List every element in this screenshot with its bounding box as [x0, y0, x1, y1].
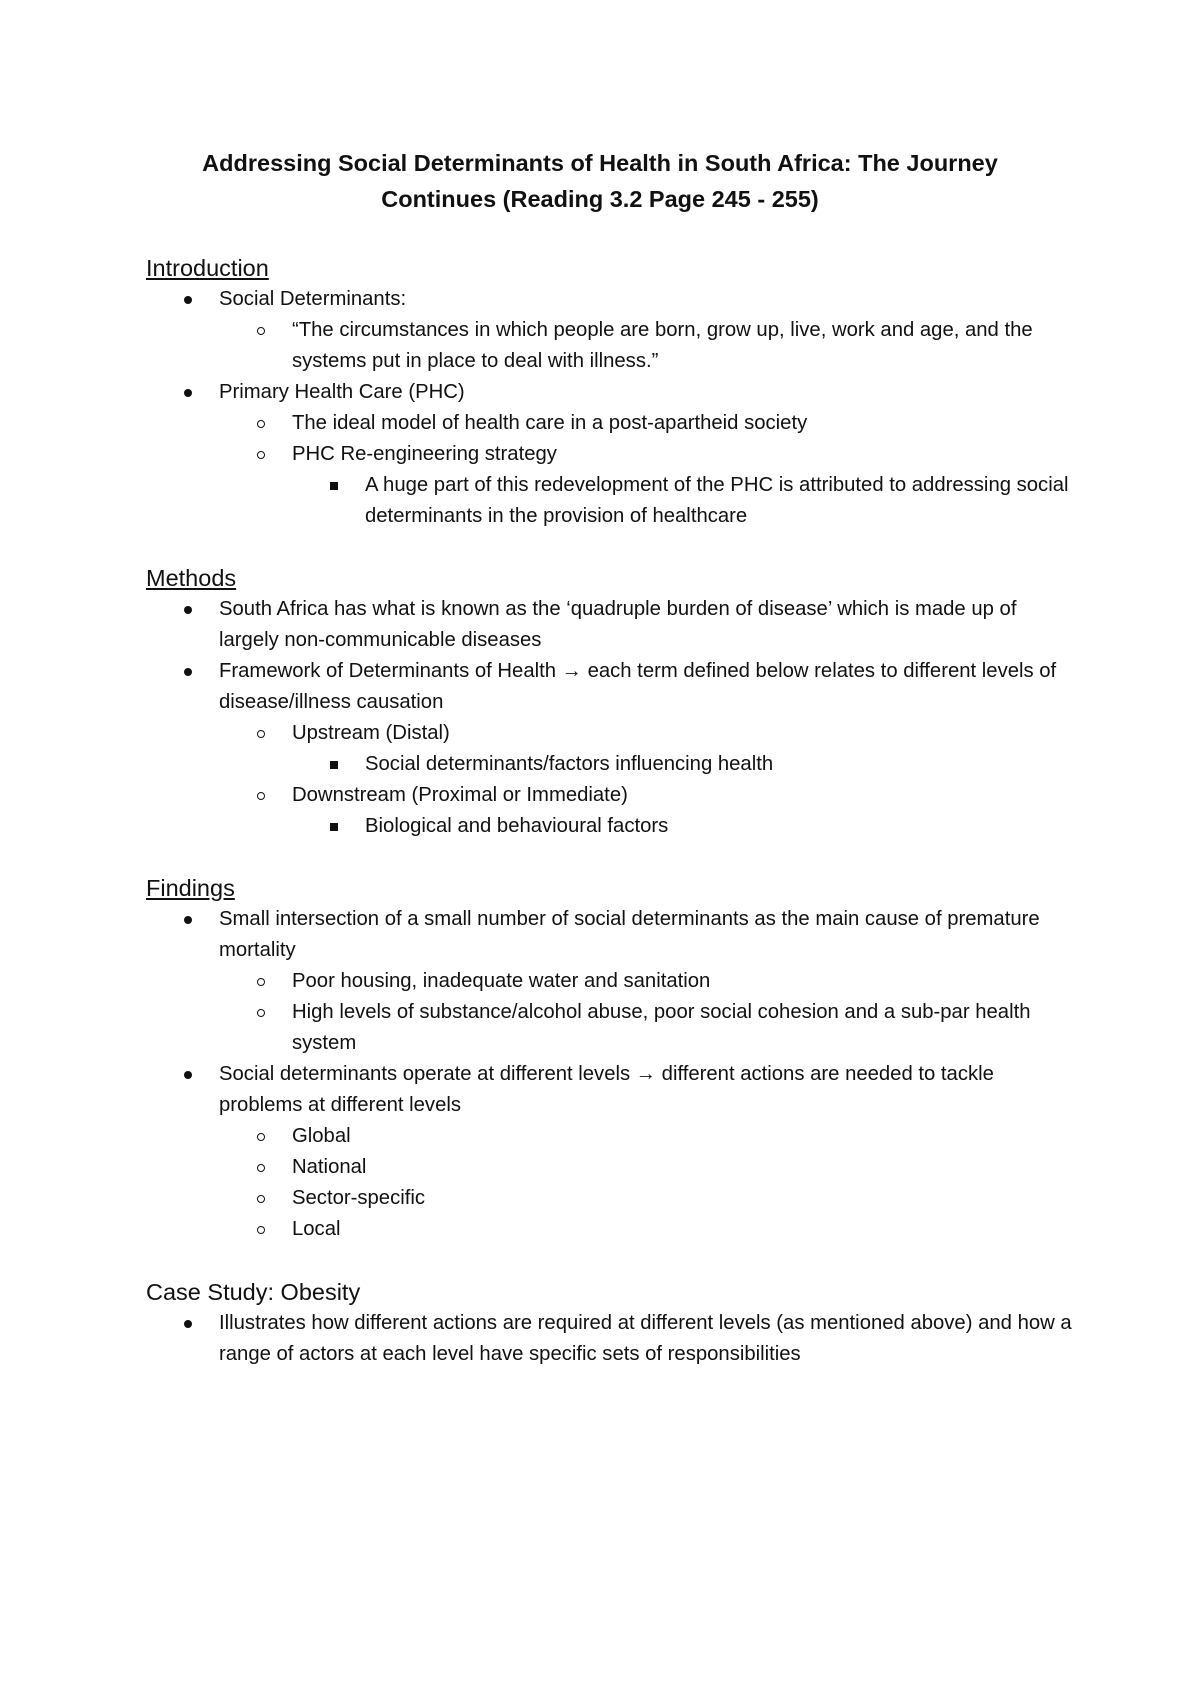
methods-list — [146, 594, 1076, 842]
list-item: Local — [146, 1214, 1076, 1245]
bullet-disc-icon — [184, 594, 192, 625]
bullet-circle-icon — [257, 439, 265, 470]
list-item: Social determinants/factors influencing health — [146, 749, 1076, 780]
bullet-disc-icon — [184, 1308, 192, 1339]
introduction-section — [146, 253, 1076, 532]
bullet-circle-icon — [257, 315, 265, 346]
list-item: Downstream (Proximal or Immediate) — [146, 780, 1076, 811]
bullet-circle-icon — [257, 718, 265, 749]
case-study-section — [146, 1277, 1076, 1370]
bullet-circle-icon — [257, 1121, 265, 1152]
list-item: “The circumstances in which people are born, grow up, live, work and age, and the systems put in place to deal with illness.” — [146, 315, 1076, 377]
document-title — [130, 145, 1070, 217]
list-item: Small intersection of a small number of social determinants as the main cause of premature mortality — [146, 904, 1076, 966]
case-study-heading: Case Study: Obesity — [146, 1279, 361, 1305]
bullet-square-icon — [330, 749, 338, 780]
list-item: Primary Health Care (PHC) — [146, 377, 1076, 408]
list-item: PHC Re-engineering strategy — [146, 439, 1076, 470]
document-title-line-1: Addressing Social Determinants of Health in South Africa: The Journey — [202, 150, 998, 176]
bullet-disc-icon — [184, 656, 192, 687]
list-item: Sector-specific — [146, 1183, 1076, 1214]
list-item: Upstream (Distal) — [146, 718, 1076, 749]
list-item: Social determinants operate at different levels → different actions are needed to tackle problems at different levels — [146, 1059, 1076, 1121]
list-item: Illustrates how different actions are required at different levels (as mentioned above) and how a range of actors at each level have specific sets of responsibilities — [146, 1308, 1076, 1370]
bullet-circle-icon — [257, 997, 265, 1028]
methods-heading: Methods — [146, 565, 237, 591]
list-item: The ideal model of health care in a post-apartheid society — [146, 408, 1076, 439]
findings-section — [146, 873, 1076, 1245]
bullet-square-icon — [330, 470, 338, 501]
document-title-line-2: Continues (Reading 3.2 Page 245 - 255) — [381, 186, 819, 212]
bullet-circle-icon — [257, 408, 265, 439]
list-item: A huge part of this redevelopment of the PHC is attributed to addressing social determinants in the provision of healthcare — [146, 470, 1076, 532]
bullet-disc-icon — [184, 904, 192, 935]
bullet-square-icon — [330, 811, 338, 842]
list-item: Framework of Determinants of Health → each term defined below relates to different levels of disease/illness causation — [146, 656, 1076, 718]
bullet-circle-icon — [257, 780, 265, 811]
bullet-circle-icon — [257, 1152, 265, 1183]
list-item: Social Determinants: — [146, 284, 1076, 315]
bullet-disc-icon — [184, 284, 192, 315]
list-item: Biological and behavioural factors — [146, 811, 1076, 842]
findings-list — [146, 904, 1076, 1245]
list-item: South Africa has what is known as the ‘quadruple burden of disease’ which is made up of largely non-communicable diseases — [146, 594, 1076, 656]
bullet-disc-icon — [184, 377, 192, 408]
list-item: National — [146, 1152, 1076, 1183]
methods-section — [146, 563, 1076, 842]
case-study-list — [146, 1308, 1076, 1370]
list-item: Poor housing, inadequate water and sanitation — [146, 966, 1076, 997]
bullet-circle-icon — [257, 1214, 265, 1245]
bullet-disc-icon — [184, 1059, 192, 1090]
list-item: High levels of substance/alcohol abuse, poor social cohesion and a sub-par health system — [146, 997, 1076, 1059]
bullet-circle-icon — [257, 1183, 265, 1214]
list-item: Global — [146, 1121, 1076, 1152]
introduction-list — [146, 284, 1076, 532]
findings-heading: Findings — [146, 875, 235, 901]
introduction-heading: Introduction — [146, 255, 269, 281]
bullet-circle-icon — [257, 966, 265, 997]
